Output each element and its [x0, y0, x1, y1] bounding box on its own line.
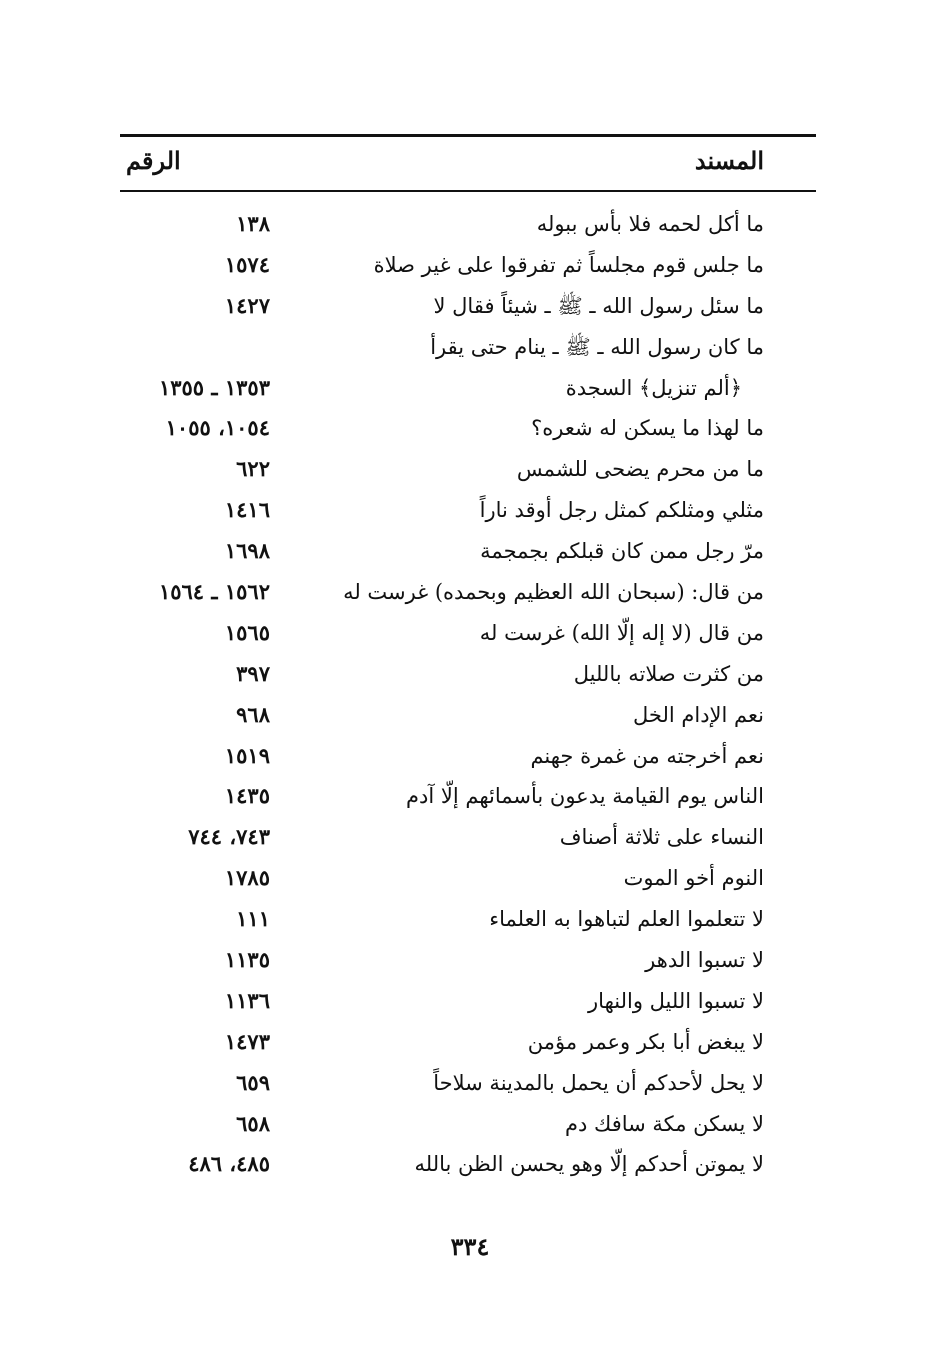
table-row [120, 736, 816, 777]
raqm-number: ١٥٦٥ [224, 619, 270, 645]
musnad-text: ﴿ألم تنزيل﴾ السجدة [565, 375, 742, 400]
musnad-text: النوم أخو الموت [623, 866, 764, 891]
raqm-number: ٦٢٢ [236, 456, 270, 482]
musnad-text: نعم أخرجته من غمرة جهنم [530, 743, 764, 768]
musnad-text: لا تسبوا الليل والنهار [588, 988, 764, 1013]
musnad-text: لا يحل لأحدكم أن يحمل بالمدينة سلاحاً [433, 1070, 764, 1095]
musnad-text: الناس يوم القيامة يدعون بأسمائهم إلّا آدم [406, 784, 764, 809]
raqm-number: ١٦٩٨ [224, 538, 270, 564]
raqm-number: ١١٣٦ [224, 987, 270, 1013]
raqm-number: ١٥٧٤ [224, 251, 270, 277]
table-row [120, 899, 816, 940]
raqm-number: ٦٥٨ [236, 1110, 270, 1136]
table-row [120, 408, 816, 449]
musnad-text: ما لهذا ما يسكن له شعره؟ [531, 416, 764, 441]
musnad-text: لا تتعلموا العلم لتباهوا به العلماء [489, 907, 764, 932]
table-row [120, 368, 816, 409]
page-number: ٣٣٤ [450, 1232, 490, 1261]
raqm-number: ١٤٣٥ [224, 783, 270, 809]
table-row [120, 654, 816, 695]
table-row [120, 327, 816, 368]
raqm-number: ١١٣٥ [224, 947, 270, 973]
raqm-number: ٤٨٥، ٤٨٦ [188, 1151, 270, 1177]
raqm-number: ٣٩٧ [236, 660, 270, 686]
raqm-number: ١٧٨٥ [224, 865, 270, 891]
musnad-text: من كثرت صلاته بالليل [573, 661, 764, 686]
musnad-text: مرّ رجل ممن كان قبلكم بجمجمة [480, 539, 764, 564]
table-row [120, 1144, 816, 1185]
musnad-text: ما سئل رسول الله ـ ﷺ ـ شيئاً فقال لا [433, 293, 764, 318]
musnad-text: مثلي ومثلكم كمثل رجل أوقد ناراً [479, 498, 764, 523]
raqm-number: ٩٦٨ [236, 701, 270, 727]
raqm-number: ١٥١٩ [224, 742, 270, 768]
musnad-text: من قال (لا إله إلّا الله) غرست له [479, 620, 764, 645]
musnad-text: نعم الإدام الخل [633, 702, 764, 727]
header-bottom-rule [120, 190, 816, 192]
raqm-number: ٧٤٣، ٧٤٤ [188, 824, 270, 850]
table-row [120, 449, 816, 490]
musnad-text: ما جلس قوم مجلساً ثم تفرقوا على غير صلاة [373, 252, 764, 277]
table-row [120, 981, 816, 1022]
table-row [120, 613, 816, 654]
raqm-number: ١٣٥٣ ـ ١٣٥٥ [158, 374, 270, 400]
raqm-number: ٦٥٩ [236, 1069, 270, 1095]
raqm-number: ١٥٦٢ ـ ١٥٦٤ [158, 579, 270, 605]
table-row [120, 695, 816, 736]
raqm-number: ١٤٢٧ [224, 292, 270, 318]
table-row [120, 245, 816, 286]
musnad-text: لا يسكن مكة سافك دم [564, 1111, 764, 1136]
table-row [120, 776, 816, 817]
table-row [120, 817, 816, 858]
index-table [120, 204, 816, 1185]
header-raqm-label: الرقم [126, 146, 181, 175]
musnad-text: لا يموتن أحدكم إلّا وهو يحسن الظن بالله [414, 1152, 764, 1177]
musnad-text: النساء على ثلاثة أصناف [559, 825, 764, 850]
table-row [120, 1022, 816, 1063]
table-row [120, 858, 816, 899]
raqm-number: ١٠٥٤، ١٠٥٥ [165, 415, 270, 441]
musnad-text: ما من محرم يضحى للشمس [516, 457, 764, 482]
table-row [120, 286, 816, 327]
header-top-rule [120, 134, 816, 137]
table-header [120, 140, 816, 184]
table-row [120, 490, 816, 531]
musnad-text: من قال: (سبحان الله العظيم وبحمده) غرست له [343, 580, 764, 605]
raqm-number: ١٣٨ [236, 211, 270, 236]
musnad-text: لا يبغض أبا بكر وعمر مؤمن [527, 1029, 764, 1054]
table-row [120, 940, 816, 981]
table-row [120, 572, 816, 613]
musnad-text: ما كان رسول الله ـ ﷺ ـ ينام حتى يقرأ [430, 334, 764, 359]
table-row [120, 531, 816, 572]
raqm-number: ١١١ [236, 906, 270, 932]
musnad-text: ما أكل لحمه فلا بأس ببوله [536, 212, 764, 236]
table-row [120, 1104, 816, 1145]
table-row [120, 204, 816, 245]
raqm-number: ١٤٧٣ [224, 1028, 270, 1054]
header-musnad-label: المسند [694, 146, 764, 175]
musnad-text: لا تسبوا الدهر [645, 948, 764, 973]
raqm-number: ١٤١٦ [224, 497, 270, 523]
table-row [120, 1063, 816, 1104]
